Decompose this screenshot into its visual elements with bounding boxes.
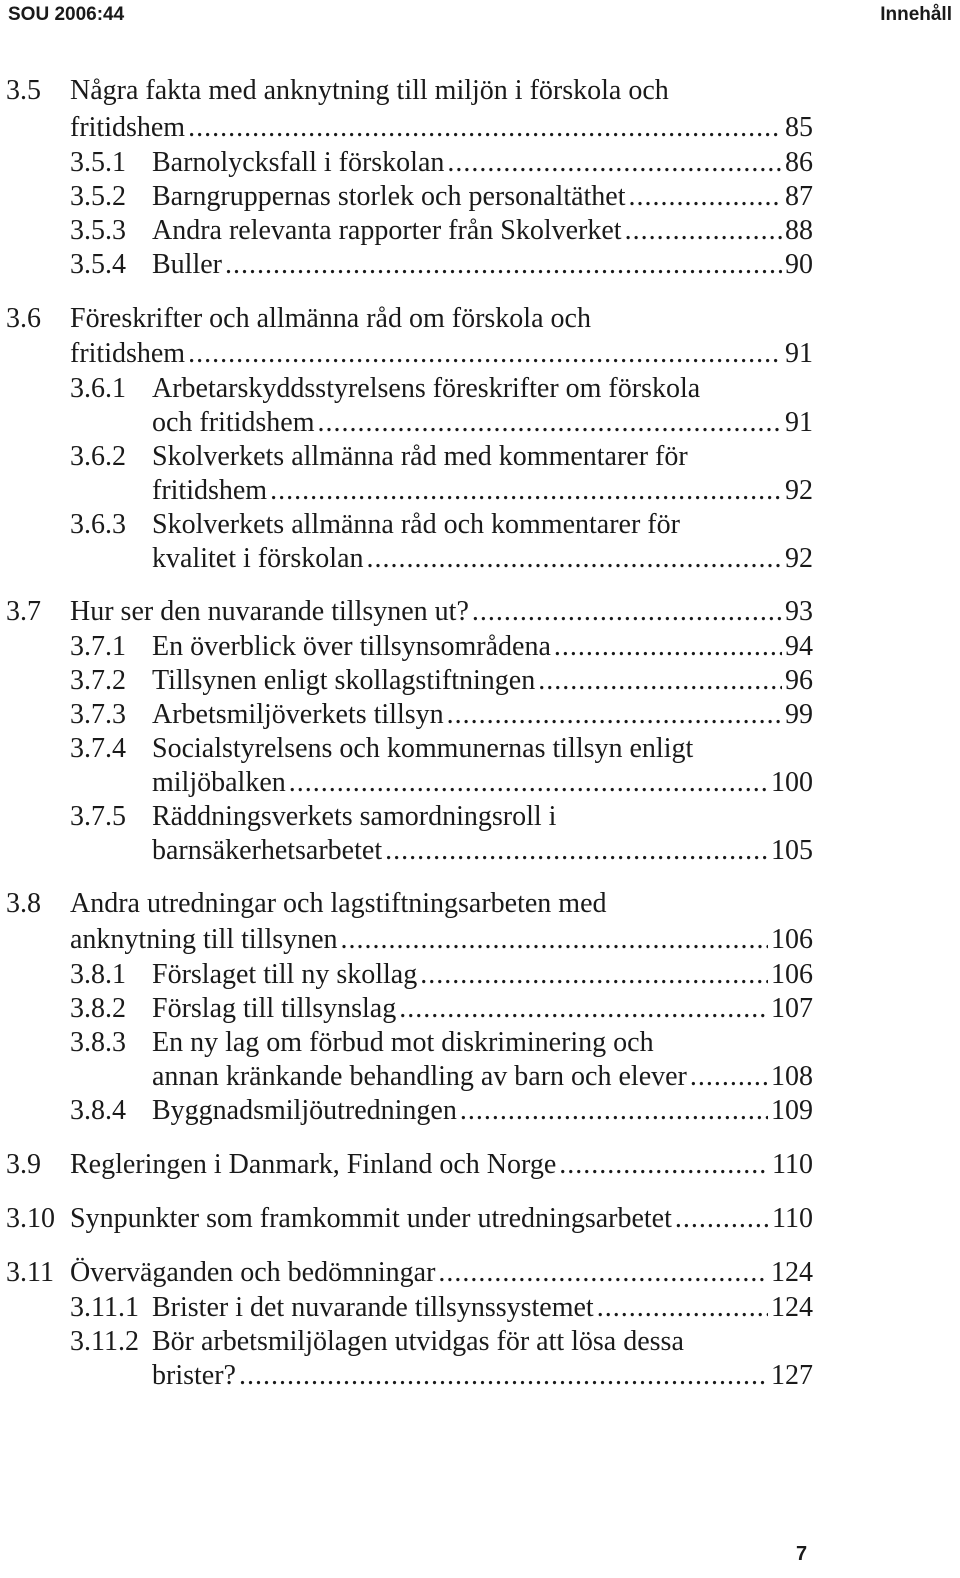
toc-entry-number: 3.7.5: [70, 801, 126, 832]
toc-entry-page[interactable]: 107: [771, 993, 813, 1024]
toc-entry-page[interactable]: 110: [772, 1203, 813, 1234]
toc-entry-line: [0, 923, 960, 957]
toc-entry-title[interactable]: Regleringen i Danmark, Finland och Norge: [70, 1149, 557, 1180]
toc-entry-title[interactable]: Hur ser den nuvarande tillsynen ut?: [70, 596, 469, 627]
toc-entry-page[interactable]: 106: [771, 924, 813, 955]
dot-leader: [554, 630, 782, 664]
toc-entry-line: [0, 732, 960, 766]
dot-leader: [538, 664, 782, 698]
toc-entry-line: [0, 992, 960, 1026]
toc-entry-title[interactable]: Förslag till tillsynslag: [152, 993, 397, 1024]
toc-entry-line: [0, 372, 960, 406]
toc-entry-line: [0, 542, 960, 576]
dot-leader: [385, 834, 768, 868]
dot-leader: [460, 1094, 768, 1128]
toc-entry-page[interactable]: 96: [785, 665, 813, 696]
toc-entry-page[interactable]: 106: [771, 959, 813, 990]
toc-entry-line: [0, 1291, 960, 1325]
toc-entry-title[interactable]: fritidshem: [70, 338, 186, 369]
toc-entry-page[interactable]: 99: [785, 699, 813, 730]
toc-entry-title[interactable]: kvalitet i förskolan: [152, 543, 364, 574]
toc-entry-line: [0, 1026, 960, 1060]
dot-leader: [438, 1256, 768, 1290]
toc-entry-number: 3.8.4: [70, 1095, 126, 1126]
dot-leader: [625, 214, 782, 248]
toc-entry-page[interactable]: 109: [771, 1095, 813, 1126]
toc-entry-page[interactable]: 85: [785, 112, 813, 143]
toc-entry-title[interactable]: fritidshem: [152, 475, 268, 506]
toc-entry-line: [0, 1325, 960, 1359]
toc-entry-line: [0, 1060, 960, 1094]
toc-entry-line: [0, 337, 960, 371]
toc-entry-title[interactable]: Brister i det nuvarande tillsynssystemet: [152, 1292, 594, 1323]
dot-leader: [597, 1291, 768, 1325]
dot-leader: [629, 180, 782, 214]
dot-leader: [367, 542, 782, 576]
toc-entry-number: 3.7.2: [70, 665, 126, 696]
toc-entry-number: 3.11.2: [70, 1326, 139, 1357]
toc-entry-page[interactable]: 87: [785, 181, 813, 212]
toc-entry-page[interactable]: 124: [771, 1257, 813, 1288]
toc-entry-page[interactable]: 92: [785, 475, 813, 506]
toc-entry-number: 3.9: [6, 1149, 41, 1180]
toc-entry-number: 3.8.3: [70, 1027, 126, 1058]
dot-leader: [399, 992, 768, 1026]
toc-entry-number: 3.5: [6, 75, 41, 106]
toc-entry-title[interactable]: Barngruppernas storlek och personaltäthet: [152, 181, 626, 212]
toc-entry-title[interactable]: Skolverkets allmänna råd med kommentarer för: [152, 441, 688, 472]
toc-entry-line: [0, 180, 960, 214]
toc-entry-title[interactable]: Arbetarskyddsstyrelsens föreskrifter om förskola: [152, 373, 701, 404]
toc-entry-page[interactable]: 105: [771, 835, 813, 866]
toc-entry-title[interactable]: Barnolycksfall i förskolan: [152, 147, 445, 178]
toc-entry-number: 3.5.4: [70, 249, 126, 280]
toc-entry-page[interactable]: 88: [785, 215, 813, 246]
toc-entry-line: [0, 1148, 960, 1182]
section-title: Innehåll: [880, 4, 952, 25]
dot-leader: [690, 1060, 768, 1094]
dot-leader: [188, 111, 782, 145]
toc-entry-line: [0, 214, 960, 248]
toc-entry-line: [0, 834, 960, 868]
toc-entry-line: [0, 248, 960, 282]
toc-entry-line: [0, 887, 960, 921]
toc-entry-line: [0, 1359, 960, 1393]
toc-entry-title[interactable]: miljöbalken: [152, 767, 286, 798]
toc-entry-line: [0, 1094, 960, 1128]
toc-entry-number: 3.11: [6, 1257, 54, 1288]
toc-entry-title[interactable]: Synpunkter som framkommit under utredningsarbetet: [70, 1203, 672, 1234]
page-number: 7: [796, 1543, 808, 1565]
toc-entry-line: [0, 766, 960, 800]
dot-leader: [559, 1148, 769, 1182]
toc-entry-title[interactable]: brister?: [152, 1360, 236, 1391]
toc-entry-page[interactable]: 91: [785, 407, 813, 438]
dot-leader: [239, 1359, 768, 1393]
toc-entry-page[interactable]: 127: [771, 1360, 813, 1391]
dot-leader: [270, 474, 782, 508]
dot-leader: [289, 766, 768, 800]
toc-entry-title[interactable]: Socialstyrelsens och kommunernas tillsyn enligt: [152, 733, 694, 764]
toc-entry-line: [0, 146, 960, 180]
toc-entry-page[interactable]: 110: [772, 1149, 813, 1180]
toc-entry-title[interactable]: Förslaget till ny skollag: [152, 959, 418, 990]
toc-entry-title[interactable]: Bör arbetsmiljölagen utvidgas för att lösa dessa: [152, 1326, 684, 1357]
toc-entry-line: [0, 630, 960, 664]
toc-entry-page[interactable]: 92: [785, 543, 813, 574]
toc-entry-title[interactable]: Buller: [152, 249, 222, 280]
toc-entry-title[interactable]: barnsäkerhetsarbetet: [152, 835, 383, 866]
toc-entry-title[interactable]: Andra utredningar och lagstiftningsarbeten med: [70, 888, 607, 919]
toc-entry-page[interactable]: 124: [771, 1292, 813, 1323]
dot-leader: [188, 337, 782, 371]
dot-leader: [318, 406, 782, 440]
toc-entry-title[interactable]: Några fakta med anknytning till miljön i förskola och: [70, 75, 669, 106]
toc-entry-line: [0, 406, 960, 440]
toc-entry-page[interactable]: 90: [785, 249, 813, 280]
toc-entry-line: [0, 1256, 960, 1290]
toc-entry-number: 3.6: [6, 303, 41, 334]
dot-leader: [472, 595, 782, 629]
dot-leader: [341, 923, 768, 957]
toc-entry-title[interactable]: En ny lag om förbud mot diskriminering och: [152, 1027, 654, 1058]
toc-entry-title[interactable]: Skolverkets allmänna råd och kommentarer för: [152, 509, 680, 540]
toc-entry-number: 3.6.1: [70, 373, 126, 404]
toc-entry-title[interactable]: och fritidshem: [152, 407, 315, 438]
toc-entry-line: [0, 800, 960, 834]
toc-entry-line: [0, 440, 960, 474]
dot-leader: [447, 698, 782, 732]
toc-entry-page[interactable]: 93: [785, 596, 813, 627]
toc-entry-line: [0, 111, 960, 145]
dot-leader: [447, 146, 782, 180]
toc-entry-number: 3.7.4: [70, 733, 126, 764]
toc-entry-number: 3.8.2: [70, 993, 126, 1024]
toc-entry-title[interactable]: Tillsynen enligt skollagstiftningen: [152, 665, 536, 696]
dot-leader: [225, 248, 782, 282]
toc-entry-number: 3.8: [6, 888, 41, 919]
toc-entry-number: 3.7.3: [70, 699, 126, 730]
toc-entry-line: [0, 958, 960, 992]
toc-entry-title[interactable]: Andra relevanta rapporter från Skolverket: [152, 215, 622, 246]
toc-entry-title[interactable]: En överblick över tillsynsområdena: [152, 631, 551, 662]
toc-entry-page[interactable]: 91: [785, 338, 813, 369]
toc-entry-number: 3.7.1: [70, 631, 126, 662]
toc-entry-number: 3.8.1: [70, 959, 126, 990]
toc-entry-title[interactable]: Överväganden och bedömningar: [70, 1257, 436, 1288]
toc-entry-number: 3.10: [6, 1203, 55, 1234]
toc-entry-line: [0, 74, 960, 108]
toc-entry-page[interactable]: 86: [785, 147, 813, 178]
toc-entry-title[interactable]: Räddningsverkets samordningsroll i: [152, 801, 557, 832]
toc-entry-line: [0, 1202, 960, 1236]
toc-entry-page[interactable]: 94: [785, 631, 813, 662]
toc-entry-title[interactable]: Arbetsmiljöverkets tillsyn: [152, 699, 444, 730]
toc-entry-title[interactable]: fritidshem: [70, 112, 186, 143]
toc-entry-line: [0, 595, 960, 629]
dot-leader: [420, 958, 768, 992]
toc-entry-number: 3.5.1: [70, 147, 126, 178]
toc-entry-number: 3.6.3: [70, 509, 126, 540]
toc-entry-line: [0, 474, 960, 508]
toc-entry-line: [0, 698, 960, 732]
toc-entry-number: 3.5.3: [70, 215, 126, 246]
toc-entry-line: [0, 664, 960, 698]
toc-entry-line: [0, 508, 960, 542]
toc-entry-number: 3.11.1: [70, 1292, 139, 1323]
toc-entry-page[interactable]: 108: [771, 1061, 813, 1092]
toc-entry-number: 3.7: [6, 596, 41, 627]
dot-leader: [675, 1202, 769, 1236]
toc-entry-page[interactable]: 100: [771, 767, 813, 798]
toc-entry-title[interactable]: anknytning till tillsynen: [70, 924, 338, 955]
toc-entry-number: 3.5.2: [70, 181, 126, 212]
toc-entry-title[interactable]: Byggnadsmiljöutredningen: [152, 1095, 457, 1126]
report-id: SOU 2006:44: [8, 4, 125, 25]
toc-entry-title[interactable]: Föreskrifter och allmänna råd om förskola och: [70, 303, 591, 334]
toc-entry-number: 3.6.2: [70, 441, 126, 472]
toc-entry-line: [0, 302, 960, 336]
running-header: [8, 4, 952, 28]
toc-entry-title[interactable]: annan kränkande behandling av barn och elever: [152, 1061, 687, 1092]
